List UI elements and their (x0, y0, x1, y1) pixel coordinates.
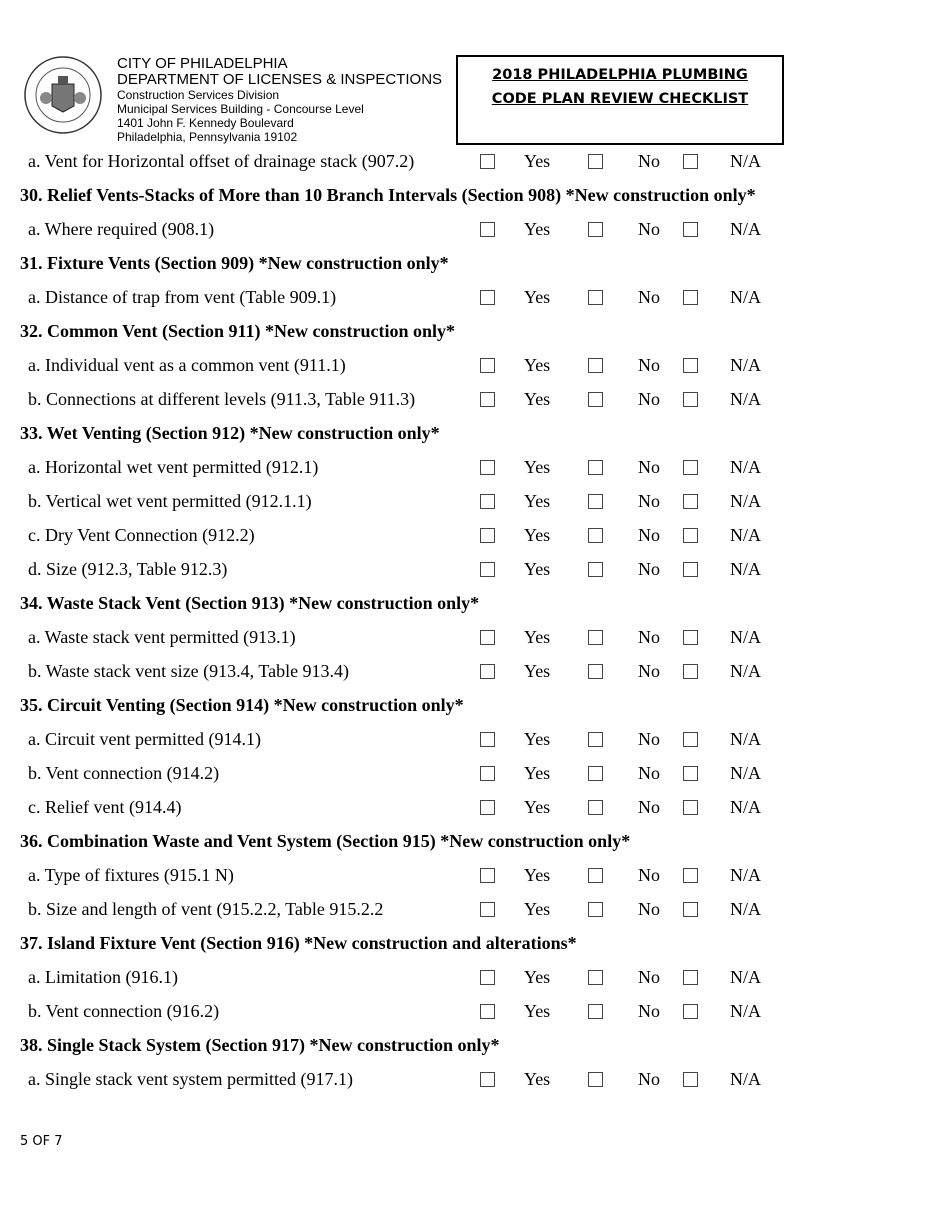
na-label: N/A (730, 389, 761, 409)
yes-label: Yes (524, 559, 551, 579)
na-checkbox[interactable] (683, 902, 698, 917)
item-label: a. Single stack vent system permitted (917.1) (28, 1069, 353, 1089)
section-heading (0, 825, 950, 859)
no-checkbox[interactable] (588, 460, 603, 475)
na-label: N/A (730, 661, 761, 681)
na-checkbox[interactable] (683, 868, 698, 883)
yes-checkbox[interactable] (480, 664, 495, 679)
title-line-2: CODE PLAN REVIEW CHECKLIST (491, 91, 749, 107)
no-checkbox[interactable] (588, 154, 603, 169)
item-label: b. Vent connection (914.2) (28, 763, 220, 783)
section-heading (0, 587, 950, 621)
item-label: a. Limitation (916.1) (28, 967, 178, 987)
no-label: No (638, 457, 660, 477)
checklist-item (0, 995, 950, 1029)
yes-label: Yes (524, 797, 551, 817)
item-label: a. Where required (908.1) (28, 219, 215, 239)
no-checkbox[interactable] (588, 290, 603, 305)
checklist-item (0, 621, 950, 655)
no-checkbox[interactable] (588, 766, 603, 781)
na-checkbox[interactable] (683, 800, 698, 815)
yes-label: Yes (524, 355, 551, 375)
section-title: 37. Island Fixture Vent (Section 916) *New construction and alterations* (20, 933, 577, 953)
yes-label: Yes (524, 525, 551, 545)
na-label: N/A (730, 729, 761, 749)
org-building: Municipal Services Building - Concourse Level (117, 102, 364, 116)
item-label: a. Waste stack vent permitted (913.1) (28, 627, 296, 647)
checklist-item (0, 893, 950, 927)
yes-label: Yes (524, 1001, 551, 1021)
yes-checkbox[interactable] (480, 766, 495, 781)
document-title-box (456, 55, 784, 145)
no-checkbox[interactable] (588, 358, 603, 373)
na-checkbox[interactable] (683, 766, 698, 781)
item-label: c. Relief vent (914.4) (28, 797, 182, 817)
yes-checkbox[interactable] (480, 902, 495, 917)
yes-label: Yes (524, 151, 551, 171)
yes-checkbox[interactable] (480, 528, 495, 543)
org-city-state: Philadelphia, Pennsylvania 19102 (117, 130, 298, 144)
org-street: 1401 John F. Kennedy Boulevard (117, 116, 294, 130)
no-checkbox[interactable] (588, 1004, 603, 1019)
yes-label: Yes (524, 967, 551, 987)
no-label: No (638, 627, 660, 647)
org-department: DEPARTMENT OF LICENSES & INSPECTIONS (117, 71, 443, 88)
item-label: a. Vent for Horizontal offset of drainage stack (907.2) (28, 151, 415, 171)
na-checkbox[interactable] (683, 1072, 698, 1087)
item-label: a. Circuit vent permitted (914.1) (28, 729, 261, 749)
no-label: No (638, 865, 660, 885)
no-label: No (638, 763, 660, 783)
no-checkbox[interactable] (588, 562, 603, 577)
section-title: 34. Waste Stack Vent (Section 913) *New construction only* (20, 593, 480, 613)
no-checkbox[interactable] (588, 732, 603, 747)
na-checkbox[interactable] (683, 664, 698, 679)
checklist-item (0, 451, 950, 485)
checklist-item (0, 1063, 950, 1097)
no-label: No (638, 389, 660, 409)
na-label: N/A (730, 865, 761, 885)
yes-label: Yes (524, 389, 551, 409)
no-checkbox[interactable] (588, 868, 603, 883)
na-label: N/A (730, 1001, 761, 1021)
checklist-item (0, 961, 950, 995)
no-checkbox[interactable] (588, 494, 603, 509)
checklist-item (0, 349, 950, 383)
checklist-item (0, 519, 950, 553)
no-label: No (638, 151, 660, 171)
na-checkbox[interactable] (683, 562, 698, 577)
checklist-item (0, 859, 950, 893)
na-label: N/A (730, 763, 761, 783)
yes-label: Yes (524, 457, 551, 477)
section-heading (0, 179, 950, 213)
na-label: N/A (730, 1069, 761, 1089)
na-label: N/A (730, 899, 761, 919)
city-seal-logo (22, 54, 104, 136)
section-title: 33. Wet Venting (Section 912) *New construction only* (20, 423, 440, 443)
no-label: No (638, 559, 660, 579)
section-heading (0, 1029, 950, 1063)
section-heading (0, 927, 950, 961)
yes-checkbox[interactable] (480, 358, 495, 373)
na-label: N/A (730, 355, 761, 375)
no-checkbox[interactable] (588, 800, 603, 815)
no-label: No (638, 491, 660, 511)
checklist-item (0, 757, 950, 791)
section-heading (0, 247, 950, 281)
checklist-item (0, 213, 950, 247)
checklist-rows (0, 145, 950, 1097)
no-checkbox[interactable] (588, 528, 603, 543)
yes-label: Yes (524, 763, 551, 783)
item-label: b. Vertical wet vent permitted (912.1.1) (28, 491, 312, 511)
title-line-1: 2018 PHILADELPHIA PLUMBING (492, 67, 748, 83)
section-title: 30. Relief Vents-Stacks of More than 10 Branch Intervals (Section 908) *New construction only* (20, 185, 756, 205)
no-label: No (638, 729, 660, 749)
item-label: b. Waste stack vent size (913.4, Table 913.4) (28, 661, 350, 681)
yes-checkbox[interactable] (480, 460, 495, 475)
yes-checkbox[interactable] (480, 1004, 495, 1019)
yes-label: Yes (524, 491, 551, 511)
yes-checkbox[interactable] (480, 732, 495, 747)
no-label: No (638, 525, 660, 545)
department-info (117, 56, 442, 144)
no-label: No (638, 967, 660, 987)
na-checkbox[interactable] (683, 290, 698, 305)
no-checkbox[interactable] (588, 630, 603, 645)
item-label: a. Type of fixtures (915.1 N) (28, 865, 234, 885)
checklist-item (0, 791, 950, 825)
na-label: N/A (730, 287, 761, 307)
no-label: No (638, 355, 660, 375)
no-label: No (638, 287, 660, 307)
yes-label: Yes (524, 219, 551, 239)
na-checkbox[interactable] (683, 358, 698, 373)
na-label: N/A (730, 491, 761, 511)
no-checkbox[interactable] (588, 664, 603, 679)
na-checkbox[interactable] (683, 1004, 698, 1019)
checklist-item (0, 281, 950, 315)
na-checkbox[interactable] (683, 630, 698, 645)
na-checkbox[interactable] (683, 392, 698, 407)
yes-checkbox[interactable] (480, 290, 495, 305)
org-city: CITY OF PHILADELPHIA (117, 55, 288, 72)
yes-label: Yes (524, 661, 551, 681)
no-label: No (638, 661, 660, 681)
item-label: a. Horizontal wet vent permitted (912.1) (28, 457, 319, 477)
na-label: N/A (730, 627, 761, 647)
na-label: N/A (730, 219, 761, 239)
no-checkbox[interactable] (588, 222, 603, 237)
yes-label: Yes (524, 287, 551, 307)
checklist-item (0, 383, 950, 417)
no-label: No (638, 899, 660, 919)
no-label: No (638, 797, 660, 817)
na-checkbox[interactable] (683, 154, 698, 169)
yes-checkbox[interactable] (480, 494, 495, 509)
section-heading (0, 315, 950, 349)
no-label: No (638, 219, 660, 239)
yes-checkbox[interactable] (480, 562, 495, 577)
na-checkbox[interactable] (683, 494, 698, 509)
section-title: 36. Combination Waste and Vent System (Section 915) *New construction only* (20, 831, 631, 851)
no-checkbox[interactable] (588, 392, 603, 407)
checklist-item (0, 655, 950, 689)
checklist-item (0, 145, 950, 179)
yes-label: Yes (524, 627, 551, 647)
no-label: No (638, 1069, 660, 1089)
no-checkbox[interactable] (588, 902, 603, 917)
section-heading (0, 417, 950, 451)
yes-label: Yes (524, 729, 551, 749)
item-label: a. Distance of trap from vent (Table 909.1) (28, 287, 337, 307)
no-checkbox[interactable] (588, 970, 603, 985)
yes-checkbox[interactable] (480, 154, 495, 169)
org-division: Construction Services Division (117, 88, 280, 102)
page-number: 5 OF 7 (20, 1134, 63, 1149)
yes-checkbox[interactable] (480, 800, 495, 815)
item-label: b. Vent connection (916.2) (28, 1001, 220, 1021)
yes-checkbox[interactable] (480, 222, 495, 237)
na-checkbox[interactable] (683, 222, 698, 237)
section-title: 32. Common Vent (Section 911) *New construction only* (20, 321, 455, 341)
no-label: No (638, 1001, 660, 1021)
section-heading (0, 689, 950, 723)
section-title: 31. Fixture Vents (Section 909) *New construction only* (20, 253, 449, 273)
item-label: a. Individual vent as a common vent (911.1) (28, 355, 346, 375)
na-checkbox[interactable] (683, 528, 698, 543)
item-label: d. Size (912.3, Table 912.3) (28, 559, 228, 579)
na-label: N/A (730, 967, 761, 987)
item-label: b. Size and length of vent (915.2.2, Table 915.2.2 (28, 899, 384, 919)
na-checkbox[interactable] (683, 460, 698, 475)
section-title: 35. Circuit Venting (Section 914) *New construction only* (20, 695, 464, 715)
na-label: N/A (730, 559, 761, 579)
na-label: N/A (730, 457, 761, 477)
yes-checkbox[interactable] (480, 970, 495, 985)
na-checkbox[interactable] (683, 732, 698, 747)
no-checkbox[interactable] (588, 1072, 603, 1087)
yes-label: Yes (524, 899, 551, 919)
checklist-item (0, 553, 950, 587)
item-label: c. Dry Vent Connection (912.2) (28, 525, 255, 545)
na-label: N/A (730, 525, 761, 545)
item-label: b. Connections at different levels (911.3, Table 911.3) (28, 389, 416, 409)
yes-label: Yes (524, 1069, 551, 1089)
na-checkbox[interactable] (683, 970, 698, 985)
checklist-item (0, 485, 950, 519)
checklist-item (0, 723, 950, 757)
yes-checkbox[interactable] (480, 1072, 495, 1087)
section-title: 38. Single Stack System (Section 917) *New construction only* (20, 1035, 500, 1055)
yes-checkbox[interactable] (480, 630, 495, 645)
yes-checkbox[interactable] (480, 868, 495, 883)
na-label: N/A (730, 797, 761, 817)
yes-checkbox[interactable] (480, 392, 495, 407)
na-label: N/A (730, 151, 761, 171)
yes-label: Yes (524, 865, 551, 885)
